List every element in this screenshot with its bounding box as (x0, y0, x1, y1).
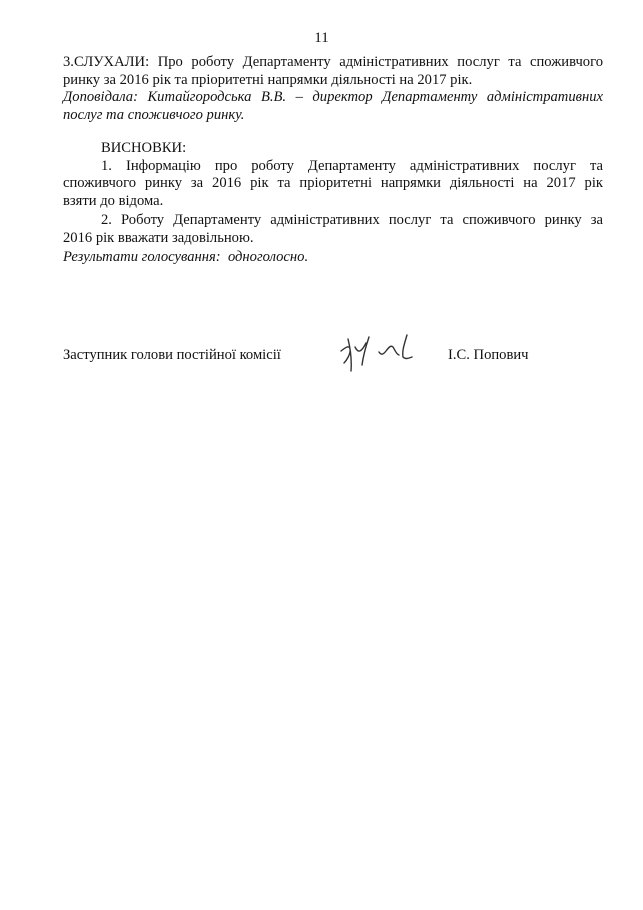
speaker-line-1 (63, 89, 603, 107)
conclusions-title: ВИСНОВКИ: (101, 140, 187, 156)
signatory-role: Заступник голови постійної комісії (63, 347, 281, 363)
handwritten-signature (333, 327, 433, 377)
conclusion-1-line-3: взяти до відома. (63, 192, 164, 209)
speaker-text: Китайгородська В.В. – директор Департаменту адміністративних (147, 89, 603, 105)
signatory-name: І.С. Попович (448, 347, 529, 363)
heard-line-1 (63, 54, 603, 72)
heard-line-2: ринку за 2016 рік та пріоритетні напрямки діяльності на 2017 рік. (63, 71, 473, 88)
conclusion-1-line-2: споживчого ринку за 2016 рік та пріоритетні напрямки діяльності на 2017 рік (63, 175, 603, 191)
document-body (63, 54, 603, 267)
heard-prefix: 3. (63, 54, 74, 70)
conclusion-item-1 (63, 158, 603, 211)
speaker-label: Доповідала: (63, 89, 138, 105)
voting-result (63, 249, 603, 267)
page-number: 11 (314, 30, 329, 46)
conclusion-2-line-1: 2. Роботу Департаменту адміністративних послуг та споживчого ринку за (101, 212, 603, 228)
conclusion-1-line-1: 1. Інформацію про роботу Департаменту адміністративних послуг та (101, 157, 603, 174)
conclusion-2-line-2: 2016 рік вважати задовільною. (63, 229, 254, 246)
voting-label: Результати голосування: (63, 249, 221, 265)
conclusion-item-2 (63, 212, 603, 247)
heard-label: СЛУХАЛИ: (73, 54, 150, 70)
speaker-line-2: послуг та споживчого ринку. (63, 106, 245, 123)
voting-value: одноголосно. (227, 249, 309, 265)
heard-text: Про роботу Департаменту адміністративних послуг та споживчого (157, 54, 604, 70)
